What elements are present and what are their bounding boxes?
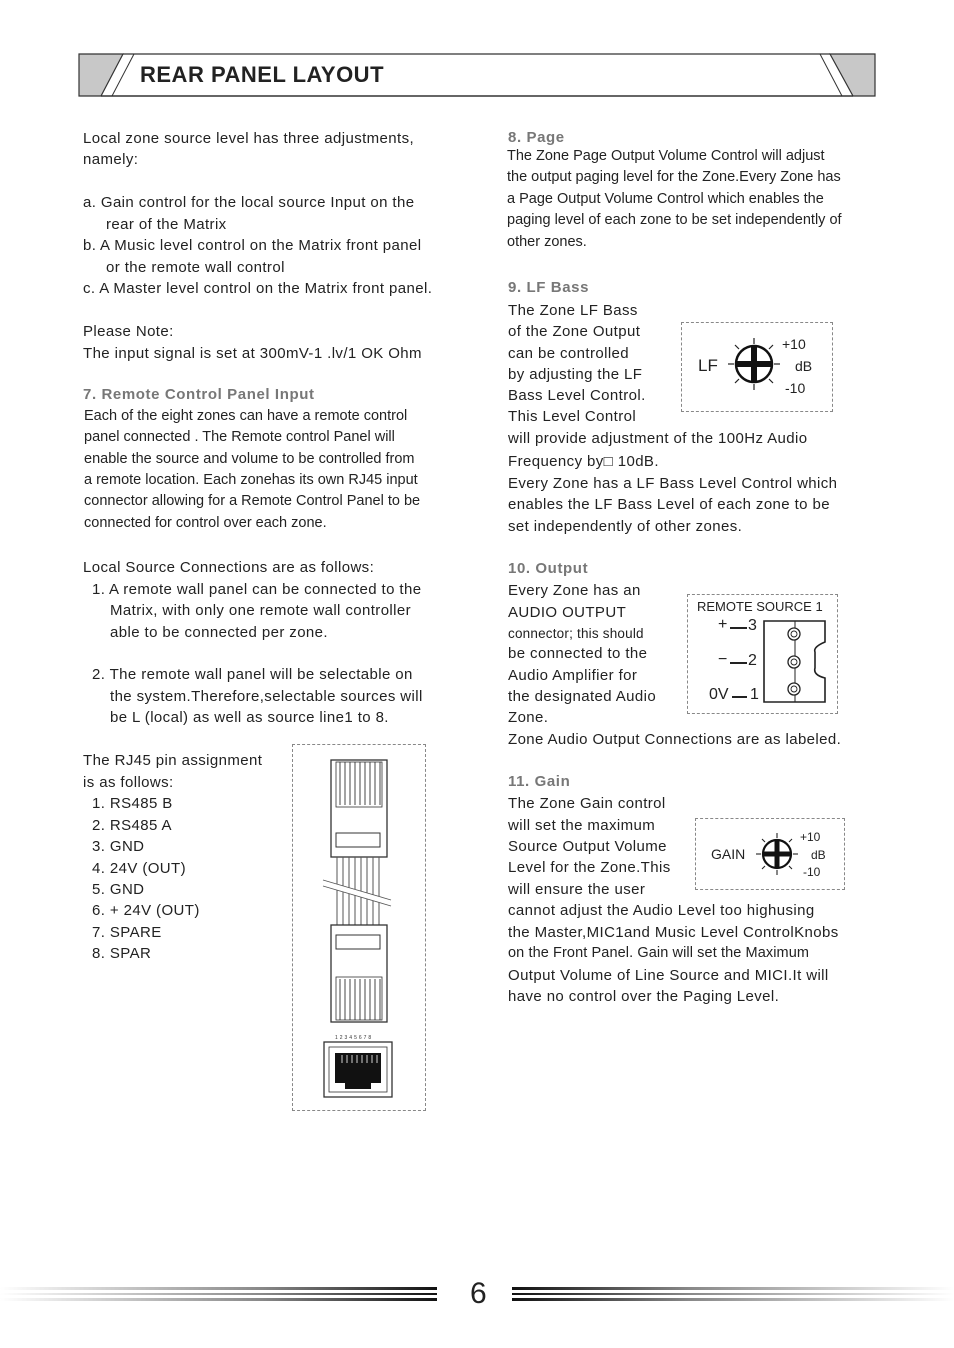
gain-text-line: on the Front Panel. Gain will set the Maximum [508, 945, 810, 961]
page-text-line: a Page Output Volume Control which enables the [507, 191, 824, 207]
local-source-item: the system.Therefore,selectable sources will [110, 688, 423, 705]
terminal-sign: + [718, 616, 728, 633]
gain-text-line: Output Volume of Line Source and MICI.It will [508, 967, 829, 984]
remote-text-line: connected for control over each zone. [84, 515, 327, 531]
lf-text-line: Frequency by□ 10dB. [508, 453, 659, 470]
terminal-number: 3 [748, 617, 757, 634]
section-heading-page: 8. Page [508, 129, 565, 146]
local-source-intro: Local Source Connections are as follows: [83, 559, 375, 576]
remote-text-line: enable the source and volume to be controlled from [84, 451, 415, 467]
output-text-line: Audio Amplifier for [508, 667, 638, 684]
pin-item: 5. GND [92, 881, 145, 898]
page-text-line: The Zone Page Output Volume Control will adjust [507, 148, 825, 164]
gain-knob-min: -10 [803, 865, 821, 879]
list-item: b. A Music level control on the Matrix front panel [83, 237, 422, 254]
gain-text-line: will set the maximum [508, 817, 656, 834]
rj45-pin-numbers: 1 2 3 4 5 6 7 8 [335, 1035, 372, 1041]
lf-text-line: will provide adjustment of the 100Hz Audio [508, 430, 808, 447]
intro-line: namely: [83, 151, 139, 168]
section-heading-lf-bass: 9. LF Bass [508, 279, 590, 296]
lf-knob-min: -10 [785, 380, 806, 396]
lf-knob-unit: dB [795, 358, 813, 374]
rj45-intro: The RJ45 pin assignment [83, 752, 263, 769]
terminal-lead [732, 696, 747, 698]
section-heading-remote: 7. Remote Control Panel Input [83, 386, 315, 403]
lf-text-line: can be controlled [508, 345, 630, 362]
remote-text-line: a remote location. Each zonehas its own RJ45 input [84, 472, 418, 488]
section-heading-gain: 11. Gain [508, 773, 571, 790]
footer-right-rule [512, 1284, 954, 1304]
pin-item: 2. RS485 A [92, 817, 172, 834]
gain-knob-max: +10 [800, 830, 821, 844]
pin-item: 4. 24V (OUT) [92, 860, 186, 877]
local-source-item: be L (local) as well as source line1 to 8. [110, 709, 389, 726]
rj45-intro: is as follows: [83, 774, 174, 791]
terminal-block-icon [763, 620, 828, 704]
list-item: or the remote wall control [106, 259, 285, 276]
terminal-number: 2 [748, 652, 757, 669]
page-title: REAR PANEL LAYOUT [140, 62, 385, 87]
rj45-cable-diagram [293, 745, 424, 1109]
lf-text-line: The Zone LF Bass [508, 302, 638, 319]
list-item: a. Gain control for the local source Input on the [83, 194, 415, 211]
terminal-lead [730, 662, 747, 664]
list-item: rear of the Matrix [106, 216, 227, 233]
remote-text-line: connector allowing for a Remote Control Panel to be [84, 493, 421, 509]
lf-text-line: of the Zone Output [508, 323, 641, 340]
lf-text-line: Bass Level Control. [508, 387, 646, 404]
pin-item: 3. GND [92, 838, 145, 855]
output-text-line: Zone Audio Output Connections are as labeled. [508, 731, 842, 748]
page-text-line: paging level of each zone to be set independently of [507, 212, 842, 228]
output-text-line: Every Zone has an [508, 582, 641, 599]
footer-left-rule [0, 1284, 440, 1304]
lf-knob-icon [726, 336, 782, 392]
remote-text-line: Each of the eight zones can have a remote control [84, 408, 408, 424]
remote-text-line: panel connected . The Remote control Panel will [84, 429, 395, 445]
note-text: The input signal is set at 300mV-1 .lv/1 OK Ohm [83, 345, 422, 362]
output-text-line: connector; this should [508, 626, 644, 641]
gain-text-line: Level for the Zone.This [508, 859, 671, 876]
page-text-line: other zones. [507, 234, 587, 250]
lf-text-line: set independently of other zones. [508, 518, 743, 535]
pin-item: 7. SPARE [92, 924, 162, 941]
local-source-item: 2. The remote wall panel will be selectable on [92, 666, 413, 683]
gain-knob-unit: dB [811, 848, 826, 862]
output-text-line: AUDIO OUTPUT [508, 604, 627, 621]
remote-source-title: REMOTE SOURCE 1 [697, 599, 823, 614]
gain-text-line: have no control over the Paging Level. [508, 988, 780, 1005]
lf-knob-label: LF [698, 356, 718, 375]
local-source-item: 1. A remote wall panel can be connected to the [92, 581, 422, 598]
lf-text-line: by adjusting the LF [508, 366, 643, 383]
gain-text-line: the Master,MIC1and Music Level ControlKnobs [508, 924, 839, 941]
terminal-lead [730, 627, 747, 629]
terminal-number: 1 [750, 686, 759, 703]
gain-text-line: The Zone Gain control [508, 795, 666, 812]
lf-text-line: This Level Control [508, 408, 637, 425]
section-heading-output: 10. Output [508, 560, 589, 577]
lf-text-line: enables the LF Bass Level of each zone to be [508, 496, 830, 513]
gain-text-line: cannot adjust the Audio Level too highusing [508, 902, 815, 919]
intro-line: Local zone source level has three adjustments, [83, 130, 415, 147]
pin-item: 1. RS485 B [92, 795, 173, 812]
local-source-item: able to be connected per zone. [110, 624, 328, 641]
gain-knob-icon [755, 832, 799, 876]
lf-knob-max: +10 [782, 336, 806, 352]
output-text-line: be connected to the [508, 645, 648, 662]
gain-text-line: Source Output Volume [508, 838, 667, 855]
output-text-line: the designated Audio [508, 688, 657, 705]
gain-knob-label: GAIN [711, 846, 746, 862]
local-source-item: Matrix, with only one remote wall controller [110, 602, 412, 619]
pin-item: 6. + 24V (OUT) [92, 902, 200, 919]
output-text-line: Zone. [508, 709, 549, 726]
page-text-line: the output paging level for the Zone.Every Zone has [507, 169, 841, 185]
gain-text-line: will ensure the user [508, 881, 646, 898]
lf-text-line: Every Zone has a LF Bass Level Control which [508, 475, 838, 492]
list-item: c. A Master level control on the Matrix front panel. [83, 280, 433, 297]
terminal-sign: 0V [709, 686, 729, 703]
page-number: 6 [470, 1277, 487, 1310]
pin-item: 8. SPAR [92, 945, 152, 962]
note-label: Please Note: [83, 323, 174, 340]
terminal-sign: − [718, 651, 728, 668]
